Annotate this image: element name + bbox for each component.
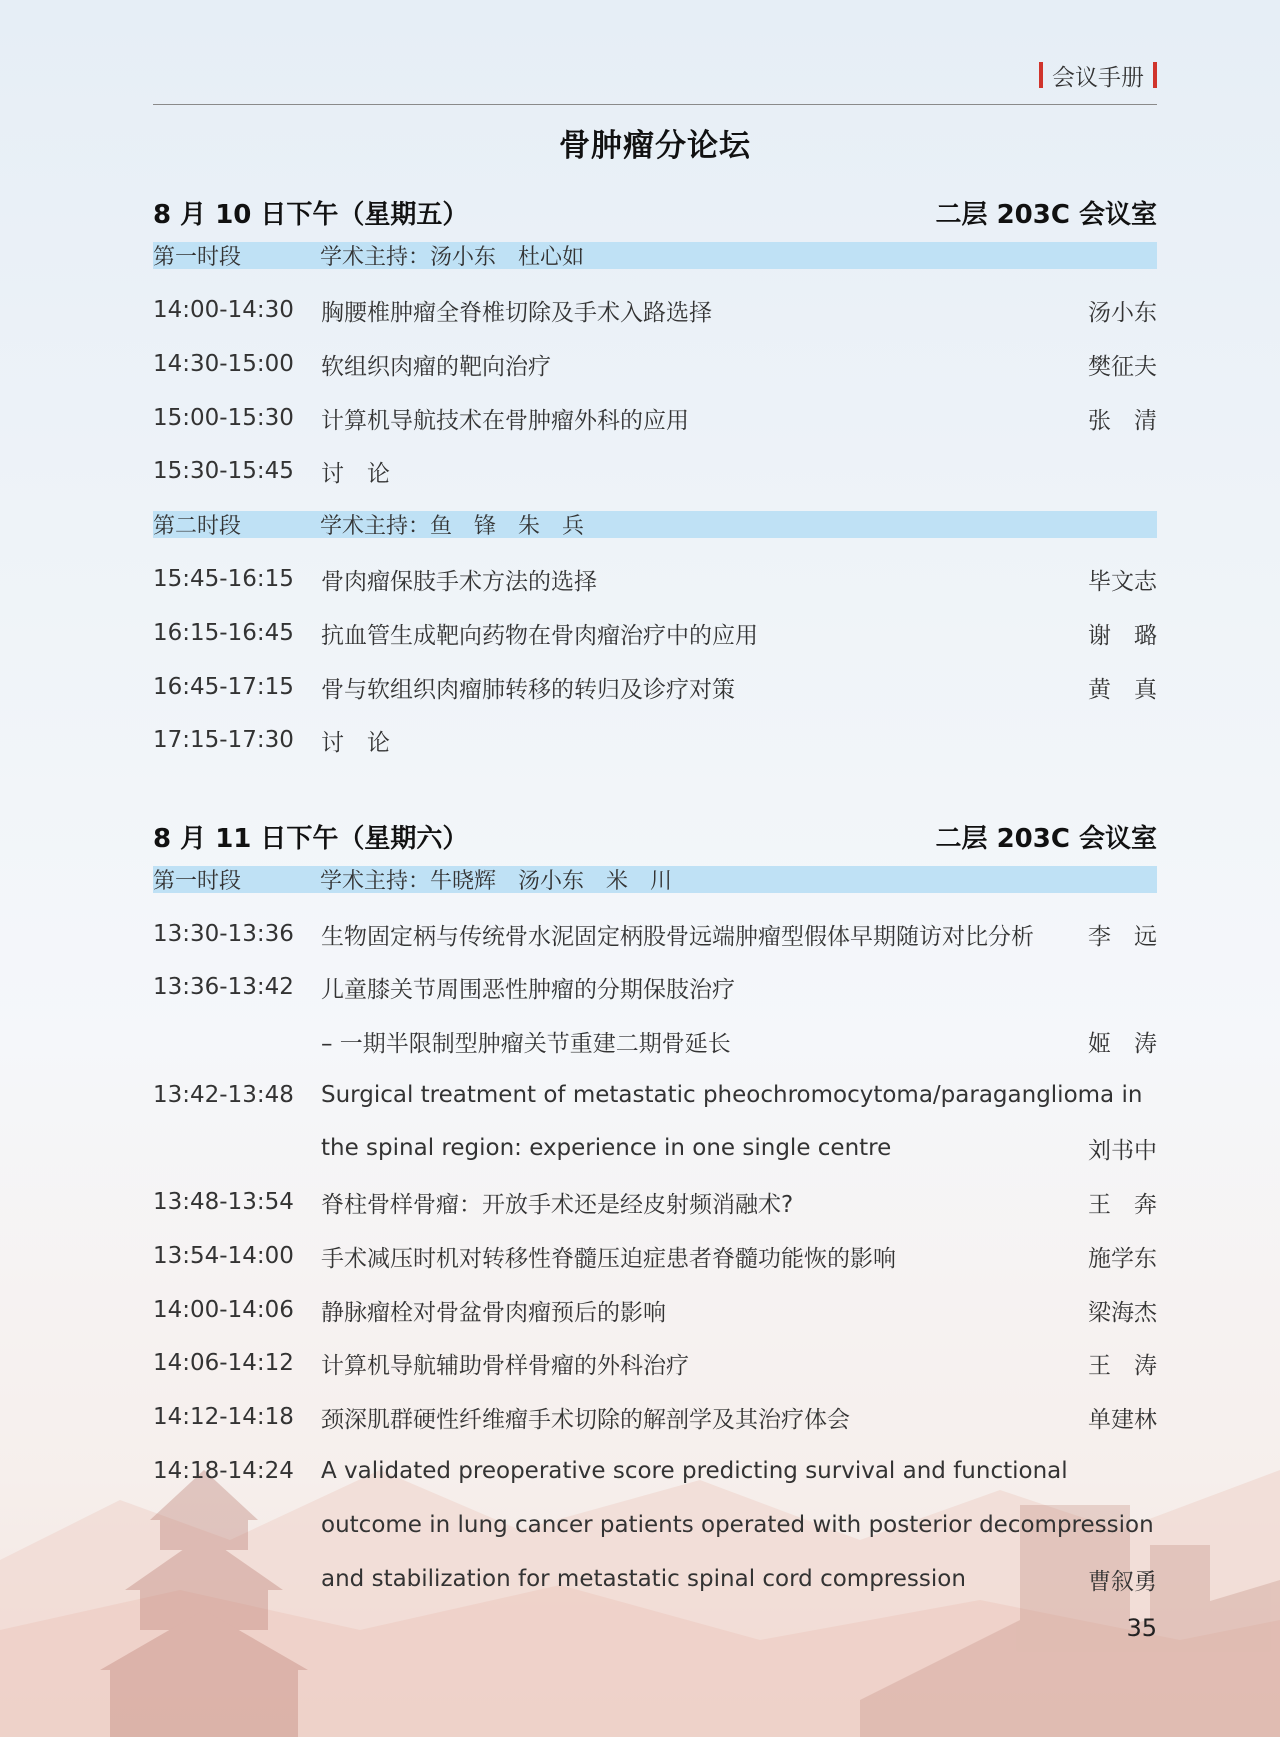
session-chairs: 学术主持：牛晓辉 汤小东 米 川: [320, 869, 673, 894]
schedule-row: [153, 1397, 1157, 1437]
schedule-row: [153, 398, 1157, 438]
row-topic: 骨肉瘤保肢手术方法的选择: [321, 568, 597, 595]
row-speaker: 李 远: [1088, 923, 1157, 950]
row-speaker: 毕文志: [1088, 568, 1157, 595]
session-chairs: 学术主持：鱼 锋 朱 兵: [320, 514, 585, 539]
row-topic: 计算机导航辅助骨样骨瘤的外科治疗: [321, 1352, 689, 1379]
schedule-row: [153, 344, 1157, 384]
schedule-row: [153, 967, 1157, 1007]
row-topic: 生物固定柄与传统骨水泥固定柄股骨远端肿瘤型假体早期随访对比分析: [321, 923, 1034, 950]
row-time: 14:00-14:30: [153, 297, 294, 323]
row-topic: outcome in lung cancer patients operated with posterior decompression: [321, 1512, 1154, 1538]
session-band: [153, 511, 1157, 538]
row-time: 13:48-13:54: [153, 1189, 294, 1215]
row-time: 16:45-17:15: [153, 674, 294, 700]
row-speaker: 樊征夫: [1088, 353, 1157, 380]
session-name: 第一时段: [153, 245, 242, 270]
schedule-row: [153, 451, 1157, 491]
day-room: 二层 203C 会议室: [935, 823, 1157, 854]
day-heading: [153, 816, 1157, 856]
schedule-row: [153, 1075, 1157, 1115]
schedule-row: [153, 1128, 1157, 1168]
row-time: 14:06-14:12: [153, 1350, 294, 1376]
row-speaker: 曹叙勇: [1088, 1568, 1157, 1595]
row-time: 14:12-14:18: [153, 1404, 294, 1430]
session-band: [153, 242, 1157, 269]
schedule-row: [153, 290, 1157, 330]
row-time: 13:42-13:48: [153, 1082, 294, 1108]
header-divider: [153, 104, 1157, 105]
row-topic: 抗血管生成靶向药物在骨肉瘤治疗中的应用: [321, 622, 758, 649]
row-topic: 胸腰椎肿瘤全脊椎切除及手术入路选择: [321, 299, 712, 326]
row-speaker: 汤小东: [1088, 299, 1157, 326]
schedule-row: [153, 720, 1157, 760]
row-speaker: 谢 璐: [1088, 622, 1157, 649]
section-tag: [1039, 60, 1157, 90]
schedule-row: [153, 1236, 1157, 1276]
row-topic: 骨与软组织肉瘤肺转移的转归及诊疗对策: [321, 676, 735, 703]
row-speaker: 梁海杰: [1088, 1299, 1157, 1326]
row-topic: A validated preoperative score predicting survival and functional: [321, 1458, 1068, 1484]
session-chairs: 学术主持：汤小东 杜心如: [320, 245, 585, 270]
row-topic: 讨 论: [321, 460, 390, 487]
row-speaker: 黄 真: [1088, 676, 1157, 703]
day-room: 二层 203C 会议室: [935, 199, 1157, 230]
row-topic: 脊柱骨样骨瘤：开放手术还是经皮射频消融术?: [321, 1191, 794, 1218]
row-topic: 静脉瘤栓对骨盆骨肉瘤预后的影响: [321, 1299, 666, 1326]
schedule-row: [153, 1021, 1157, 1061]
row-speaker: 王 奔: [1088, 1191, 1157, 1218]
row-topic: 颈深肌群硬性纤维瘤手术切除的解剖学及其治疗体会: [321, 1406, 850, 1433]
session-band: [153, 866, 1157, 893]
row-speaker: 姬 涛: [1088, 1030, 1157, 1057]
day-date: 8 月 11 日下午（星期六）: [153, 823, 469, 854]
row-speaker: 刘书中: [1088, 1137, 1157, 1164]
row-topic: and stabilization for metastatic spinal cord compression: [321, 1566, 966, 1592]
row-time: 13:54-14:00: [153, 1243, 294, 1269]
row-speaker: 施学东: [1088, 1245, 1157, 1272]
row-time: 14:18-14:24: [153, 1458, 294, 1484]
page-title: 骨肿瘤分论坛: [559, 128, 751, 164]
section-tag-label: 会议手册: [1052, 64, 1144, 91]
row-time: 15:45-16:15: [153, 566, 294, 592]
row-topic: Surgical treatment of metastatic pheochromocytoma/paraganglioma in: [321, 1082, 1143, 1108]
schedule-row: [153, 1559, 1157, 1599]
schedule-row: [153, 1505, 1157, 1545]
session-name: 第一时段: [153, 869, 242, 894]
row-topic: 讨 论: [321, 729, 390, 756]
schedule-row: [153, 667, 1157, 707]
row-time: 14:30-15:00: [153, 351, 294, 377]
row-time: 16:15-16:45: [153, 620, 294, 646]
row-topic: 计算机导航技术在骨肿瘤外科的应用: [321, 407, 689, 434]
row-topic: 软组织肉瘤的靶向治疗: [321, 353, 551, 380]
page-number: 35: [1126, 1614, 1157, 1642]
schedule-row: [153, 559, 1157, 599]
row-speaker: 单建林: [1088, 1406, 1157, 1433]
row-topic: the spinal region: experience in one single centre: [321, 1135, 892, 1161]
row-topic: 手术减压时机对转移性脊髓压迫症患者脊髓功能恢的影响: [321, 1245, 896, 1272]
row-time: 13:36-13:42: [153, 974, 294, 1000]
schedule-row: [153, 1343, 1157, 1383]
row-topic: 儿童膝关节周围恶性肿瘤的分期保肢治疗: [321, 976, 735, 1003]
session-name: 第二时段: [153, 514, 242, 539]
schedule-row: [153, 1290, 1157, 1330]
row-topic: – 一期半限制型肿瘤关节重建二期骨延长: [321, 1030, 731, 1057]
row-speaker: 王 涛: [1088, 1352, 1157, 1379]
row-time: 15:30-15:45: [153, 458, 294, 484]
row-time: 17:15-17:30: [153, 727, 294, 753]
row-time: 13:30-13:36: [153, 921, 294, 947]
row-speaker: 张 清: [1088, 407, 1157, 434]
schedule-row: [153, 914, 1157, 954]
day-date: 8 月 10 日下午（星期五）: [153, 199, 469, 230]
tag-bar-right: [1153, 62, 1157, 88]
row-time: 15:00-15:30: [153, 405, 294, 431]
schedule-row: [153, 1182, 1157, 1222]
row-time: 14:00-14:06: [153, 1297, 294, 1323]
schedule-row: [153, 613, 1157, 653]
day-heading: [153, 192, 1157, 232]
schedule-row: [153, 1451, 1157, 1491]
